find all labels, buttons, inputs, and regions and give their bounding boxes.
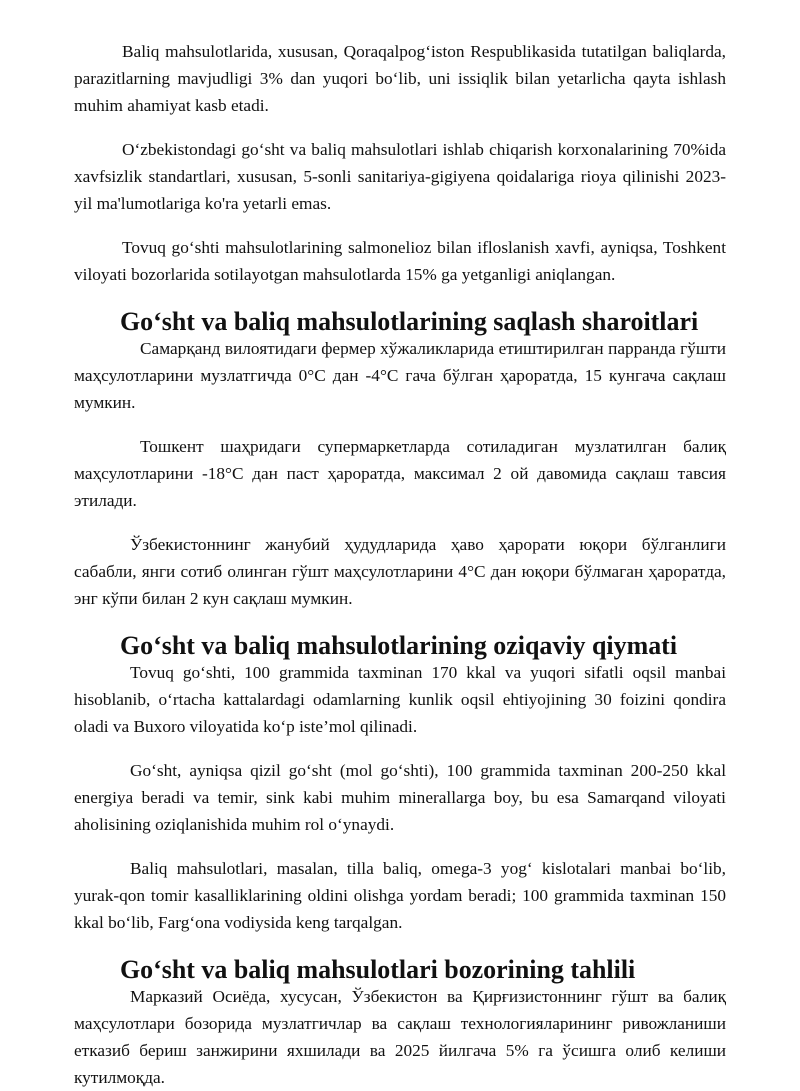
paragraph-red-meat-nutrition: Go‘sht, ayniqsa qizil go‘sht (mol go‘shti), 100 grammida taxminan 200-250 kkal energiya beradi va temir, sink kabi muhim minerallarga boy, bu esa Samarqand viloyati aholisining oziqlanishida muhim rol o‘ynaydi. (74, 761, 726, 834)
paragraph-salmonella: Tovuq go‘shti mahsulotlarining salmonelioz bilan ifloslanish xavfi, ayniqsa, Toshkent viloyati bozorlarida sotilayotgan mahsulotlarda 15% ga yetganligi aniqlangan. (74, 238, 726, 284)
paragraph-fish-nutrition: Baliq mahsulotlari, masalan, tilla baliq, omega-3 yog‘ kislotalari manbai bo‘lib, yurak-qon tomir kasalliklarining oldini olishga yordam beradi; 100 grammida taxminan 150 kkal bo‘lib, Farg‘ona vodiysida keng tarqalgan. (74, 859, 726, 932)
paragraph-poultry-storage: Самарқанд вилоятидаги фермер хўжаликларида етиштирилган парранда гўшти маҳсулотларини музлатгичда 0°C дан -4°C гача бўлган ҳароратда, 15 кунгача сақлаш мумкин. (74, 339, 726, 412)
heading-nutritional-value: Go‘sht va baliq mahsulotlarining oziqaviy qiymati (120, 631, 678, 660)
heading-market-analysis: Go‘sht va baliq mahsulotlari bozorining tahlili (120, 955, 636, 984)
paragraph-market-growth: Марказий Осиёда, хусусан, Ўзбекистон ва Қирғизистоннинг гўшт ва балиқ маҳсулотлари бозорида музлатгичлар ва сақлаш технологияларининг ривожланиши етказиб бериш занжирини яхшилади ва 2025 йилгача 5% га ўсишга олиб келиши кутилмоқда. (74, 987, 726, 1087)
paragraph-parasites: Baliq mahsulotlarida, xususan, Qoraqalpog‘iston Respublikasida tutatilgan baliqlarda, parazitlarning mavjudligi 3% dan yuqori bo‘lib, uni issiqlik bilan yetarlicha qayta ishlash muhim ahamiyat kasb etadi. (74, 42, 726, 115)
paragraph-fish-storage: Тошкент шаҳридаги супермаркетларда сотиладиган музлатилган балиқ маҳсулотларини -18°C дан паст ҳароратда, максимал 2 ой давомида сақлаш тавсия этилади. (74, 437, 726, 510)
paragraph-meat-storage-south: Ўзбекистоннинг жанубий ҳудудларида ҳаво ҳарорати юқори бўлганлиги сабабли, янги сотиб олинган гўшт маҳсулотларини 4°C дан юқори бўлмаган ҳароратда, энг кўпи билан 2 кун сақлаш мумкин. (74, 535, 726, 608)
document-page (74, 38, 726, 1091)
heading-storage-conditions: Go‘sht va baliq mahsulotlarining saqlash sharoitlari (120, 307, 699, 336)
paragraph-chicken-nutrition: Tovuq go‘shti, 100 grammida taxminan 170 kkal va yuqori sifatli oqsil manbai hisoblanib, o‘rtacha kattalardagi odamlarning kunlik oqsil ehtiyojining 30 foizini qondira oladi va Buxoro viloyatida ko‘p iste’mol qilinadi. (74, 663, 726, 736)
paragraph-safety-standards: O‘zbekistondagi go‘sht va baliq mahsulotlari ishlab chiqarish korxonalarining 70%ida xavfsizlik standartlari, xususan, 5-sonli sanitariya-gigiyena qoidalariga rioya qilinishi 2023-yil ma'lumotlariga ko'ra yetarli emas. (74, 140, 726, 213)
